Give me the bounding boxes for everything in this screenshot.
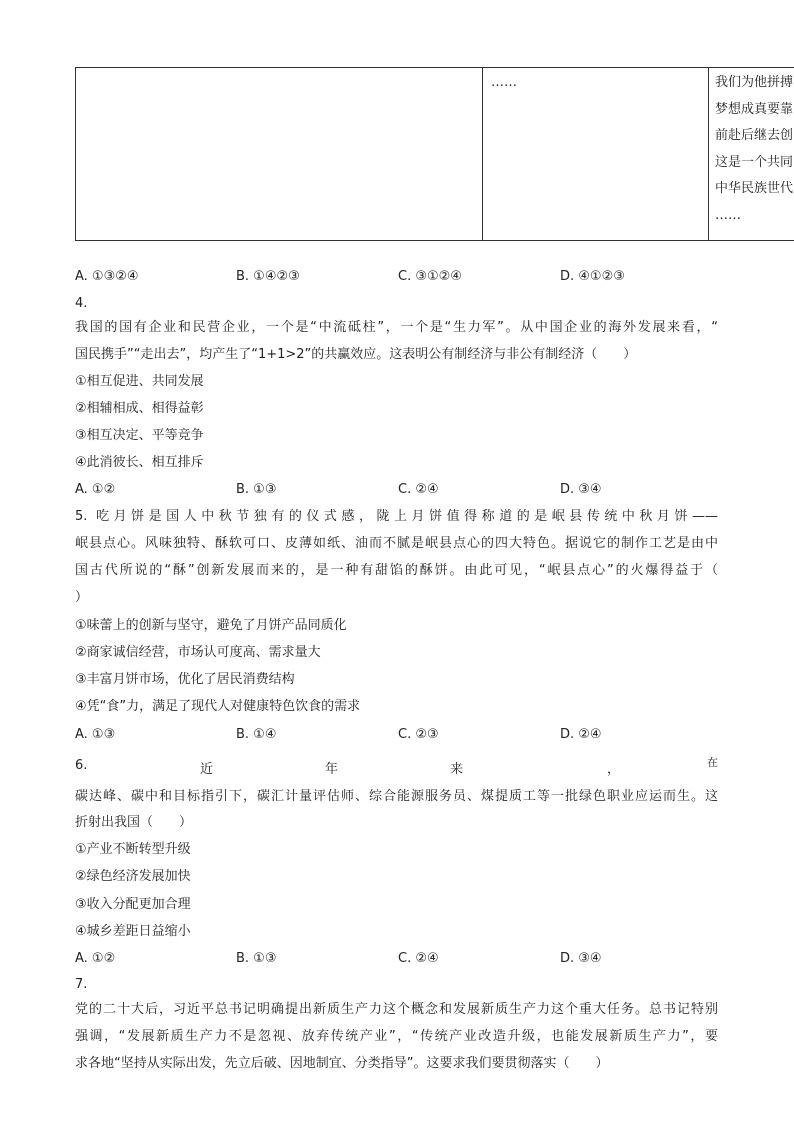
q7-stem-line: 党的二十大后，习近平总书记明确提出新质生产力这个概念和发展新质生产力这个重大任务。总书记特别 <box>75 1002 718 1017</box>
table-frame <box>75 67 794 241</box>
q5-stem-line: ） <box>75 590 89 605</box>
q4-option-c[interactable]: C. ②④ <box>398 482 439 497</box>
q6-item: ③收入分配更加合理 <box>75 897 191 912</box>
q7-stem-line: 强调，“发展新质生产力不是忽视、放弃传统产业”，“传统产业改造升级，也能发展新质生产力”，要 <box>75 1029 718 1044</box>
q4-item: ①相互促进、共同发展 <box>75 374 204 389</box>
q4-option-a[interactable]: A. ①② <box>75 482 116 497</box>
q3-option-b[interactable]: B. ①④②③ <box>236 269 300 284</box>
q6-item: ②绿色经济发展加快 <box>75 869 191 884</box>
q6-head-char: ， <box>607 762 621 777</box>
table-cell-ellipsis: …… <box>491 75 517 90</box>
q5-option-c[interactable]: C. ②③ <box>398 727 439 742</box>
q4-stem-line: 国民携手”“走出去”，均产生了“1+1>2”的共赢效应。这表明公有制经济与非公有制经济（ ） <box>75 347 637 362</box>
q5-item: ①味蕾上的创新与坚守，避免了月饼产品同质化 <box>75 618 347 633</box>
q3-option-c[interactable]: C. ③①②④ <box>398 269 462 284</box>
q5-option-a[interactable]: A. ①③ <box>75 727 116 742</box>
q6-stem-line: 折射出我国（ ） <box>75 815 193 830</box>
q6-option-d[interactable]: D. ③④ <box>560 951 602 966</box>
q6-option-b[interactable]: B. ①③ <box>236 951 277 966</box>
q6-number: 6. <box>75 758 88 773</box>
q3-option-d[interactable]: D. ④①②③ <box>560 269 625 284</box>
q6-head-char: 在 <box>707 756 718 769</box>
lyric-line: 梦想成真要靠 <box>715 101 794 117</box>
q3-option-a[interactable]: A. ①③②④ <box>75 269 139 284</box>
q6-option-a[interactable]: A. ①② <box>75 951 116 966</box>
table-divider <box>708 67 709 241</box>
table-cell-lyrics <box>715 73 794 233</box>
q5-option-d[interactable]: D. ②④ <box>560 727 602 742</box>
lyric-line: 前赴后继去创 <box>715 128 794 144</box>
lyric-line: 中华民族世代 <box>715 181 794 197</box>
q6-head-char: 来 <box>450 762 464 777</box>
poem-table <box>75 67 794 241</box>
q4-number: 4. <box>75 296 88 311</box>
lyric-line: 我们为他拼搏 <box>715 75 794 90</box>
q4-option-d[interactable]: D. ③④ <box>560 482 602 497</box>
q4-item: ③相互决定、平等竞争 <box>75 428 204 443</box>
q4-item: ④此消彼长、相互排斥 <box>75 455 204 470</box>
q6-head-line <box>75 758 718 778</box>
q5-item: ②商家诚信经营，市场认可度高、需求量大 <box>75 645 321 660</box>
q6-item: ①产业不断转型升级 <box>75 842 191 857</box>
q6-item: ④城乡差距日益缩小 <box>75 924 191 939</box>
q5-option-b[interactable]: B. ①④ <box>236 727 277 742</box>
q4-stem-line: 我国的国有企业和民营企业，一个是“中流砥柱”，一个是“生力军”。从中国企业的海外发展来看，“ <box>75 320 718 335</box>
q4-item: ②相辅相成、相得益彰 <box>75 401 204 416</box>
q7-stem-line: 求各地“坚持从实际出发，先立后破、因地制宜、分类指导”。这要求我们要贯彻落实（ ） <box>75 1056 609 1071</box>
lyric-line: 这是一个共同 <box>715 154 794 170</box>
q5-stem-line: 国古代所说的“酥”创新发展而来的，是一种有甜馅的酥饼。由此可见，“岷县点心”的火爆得益于（ <box>75 563 718 578</box>
table-divider <box>482 67 483 241</box>
q7-number: 7. <box>75 977 88 992</box>
q5-item: ③丰富月饼市场，优化了居民消费结构 <box>75 672 295 687</box>
q6-option-c[interactable]: C. ②④ <box>398 951 439 966</box>
q6-stem-line: 碳达峰、碳中和目标指引下，碳汇计量评估师、综合能源服务员、煤提质工等一批绿色职业应运而生。这 <box>75 789 718 804</box>
q5-item: ④凭“食”力，满足了现代人对健康特色饮食的需求 <box>75 699 361 714</box>
q5-stem-line: 岷县点心。风味独特、酥软可口、皮薄如纸、油而不腻是岷县点心的四大特色。据说它的制作工艺是由中 <box>75 536 718 551</box>
q6-head-char: 年 <box>325 762 339 777</box>
q6-head-char: 近 <box>200 762 214 777</box>
lyric-line: …… <box>715 207 741 223</box>
q4-option-b[interactable]: B. ①③ <box>236 482 277 497</box>
q5-stem-line: 5. 吃月饼是国人中秋节独有的仪式感，陇上月饼值得称道的是岷县传统中秋月饼—— <box>75 509 718 524</box>
